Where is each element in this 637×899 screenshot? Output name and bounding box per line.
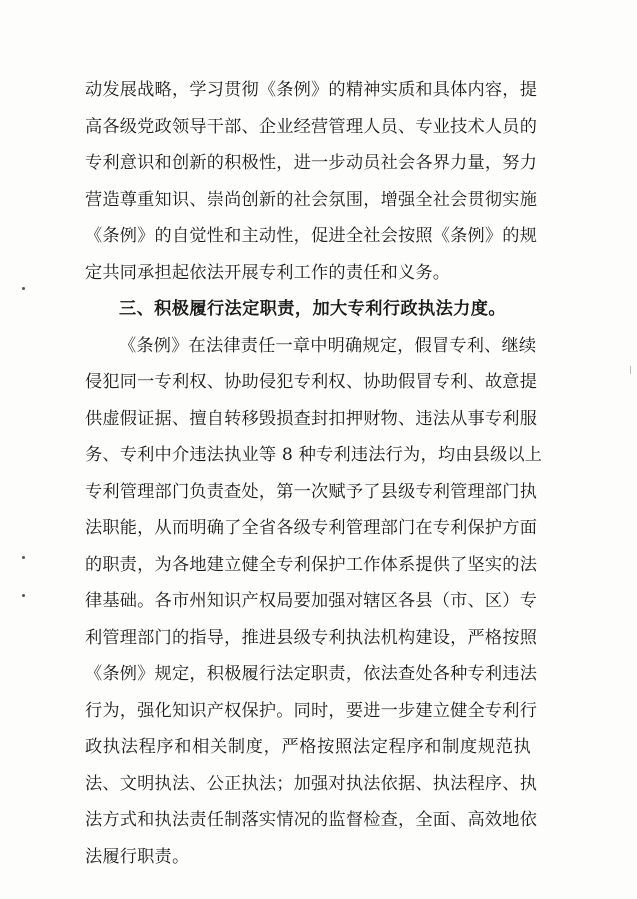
text-line: 法方式和执法责任制落实情况的监督检查，全面、高效地依 xyxy=(85,810,538,830)
document-body xyxy=(85,72,543,875)
text-line: 的职责，为各地建立健全专利保护工作体系提供了坚实的法 xyxy=(85,554,538,575)
scan-edge-mark xyxy=(630,366,631,374)
scan-dot-mark xyxy=(22,594,25,597)
text-line: 营造尊重知识、崇尚创新的社会氛围，增强全社会贯彻实施 xyxy=(85,189,538,210)
text-line: 《条例》的自觉性和主动性，促进全社会按照《条例》的规 xyxy=(85,226,538,246)
text-line: 法履行职责。 xyxy=(85,846,190,867)
text-line: 供虚假证据、擅自转移毁损查封扣押财物、违法从事专利服 xyxy=(85,408,538,429)
text-line: 法、文明执法、公正执法；加强对执法依据、执法程序、执 xyxy=(85,773,538,794)
text-line: 《条例》在法律责任一章中明确规定，假冒专利、继续 xyxy=(119,335,537,356)
scan-dot-mark xyxy=(22,287,25,290)
text-line: 专利意识和创新的积极性，进一步动员社会各界力量，努力 xyxy=(85,153,538,173)
text-line: 定共同承担起依法开展专利工作的责任和义务。 xyxy=(85,262,451,283)
text-line: 利管理部门的指导，推进县级专利执法机构建设，严格按照 xyxy=(85,627,538,648)
scan-dot-mark xyxy=(22,556,25,559)
text-line: 行为，强化知识产权保护。同时，要进一步建立健全专利行 xyxy=(85,700,538,721)
text-line: 侵犯同一专利权、协助侵犯专利权、协助假冒专利、故意提 xyxy=(85,372,538,392)
text-line: 政执法程序和相关制度，严格按照法定程序和制度规范执 xyxy=(85,737,531,757)
text-line: 高各级党政领导干部、企业经营管理人员、专业技术人员的 xyxy=(85,116,538,137)
text-line: 务、专利中介违法执业等 8 种专利违法行为，均由县级以上 xyxy=(85,445,543,465)
text-line: 《条例》规定，积极履行法定职责，依法查处各种专利违法 xyxy=(85,664,538,684)
text-line: 专利管理部门负责查处，第一次赋予了县级专利管理部门执 xyxy=(85,481,538,502)
text-line: 动发展战略，学习贯彻《条例》的精神实质和具体内容，提 xyxy=(85,80,538,100)
text-line: 法职能，从而明确了全省各级专利管理部门在专利保护方面 xyxy=(85,518,538,538)
text-line: 律基础。各市州知识产权局要加强对辖区各县（市、区）专 xyxy=(85,591,538,611)
section-heading: 三、积极履行法定职责，加大专利行政执法力度。 xyxy=(119,299,506,319)
